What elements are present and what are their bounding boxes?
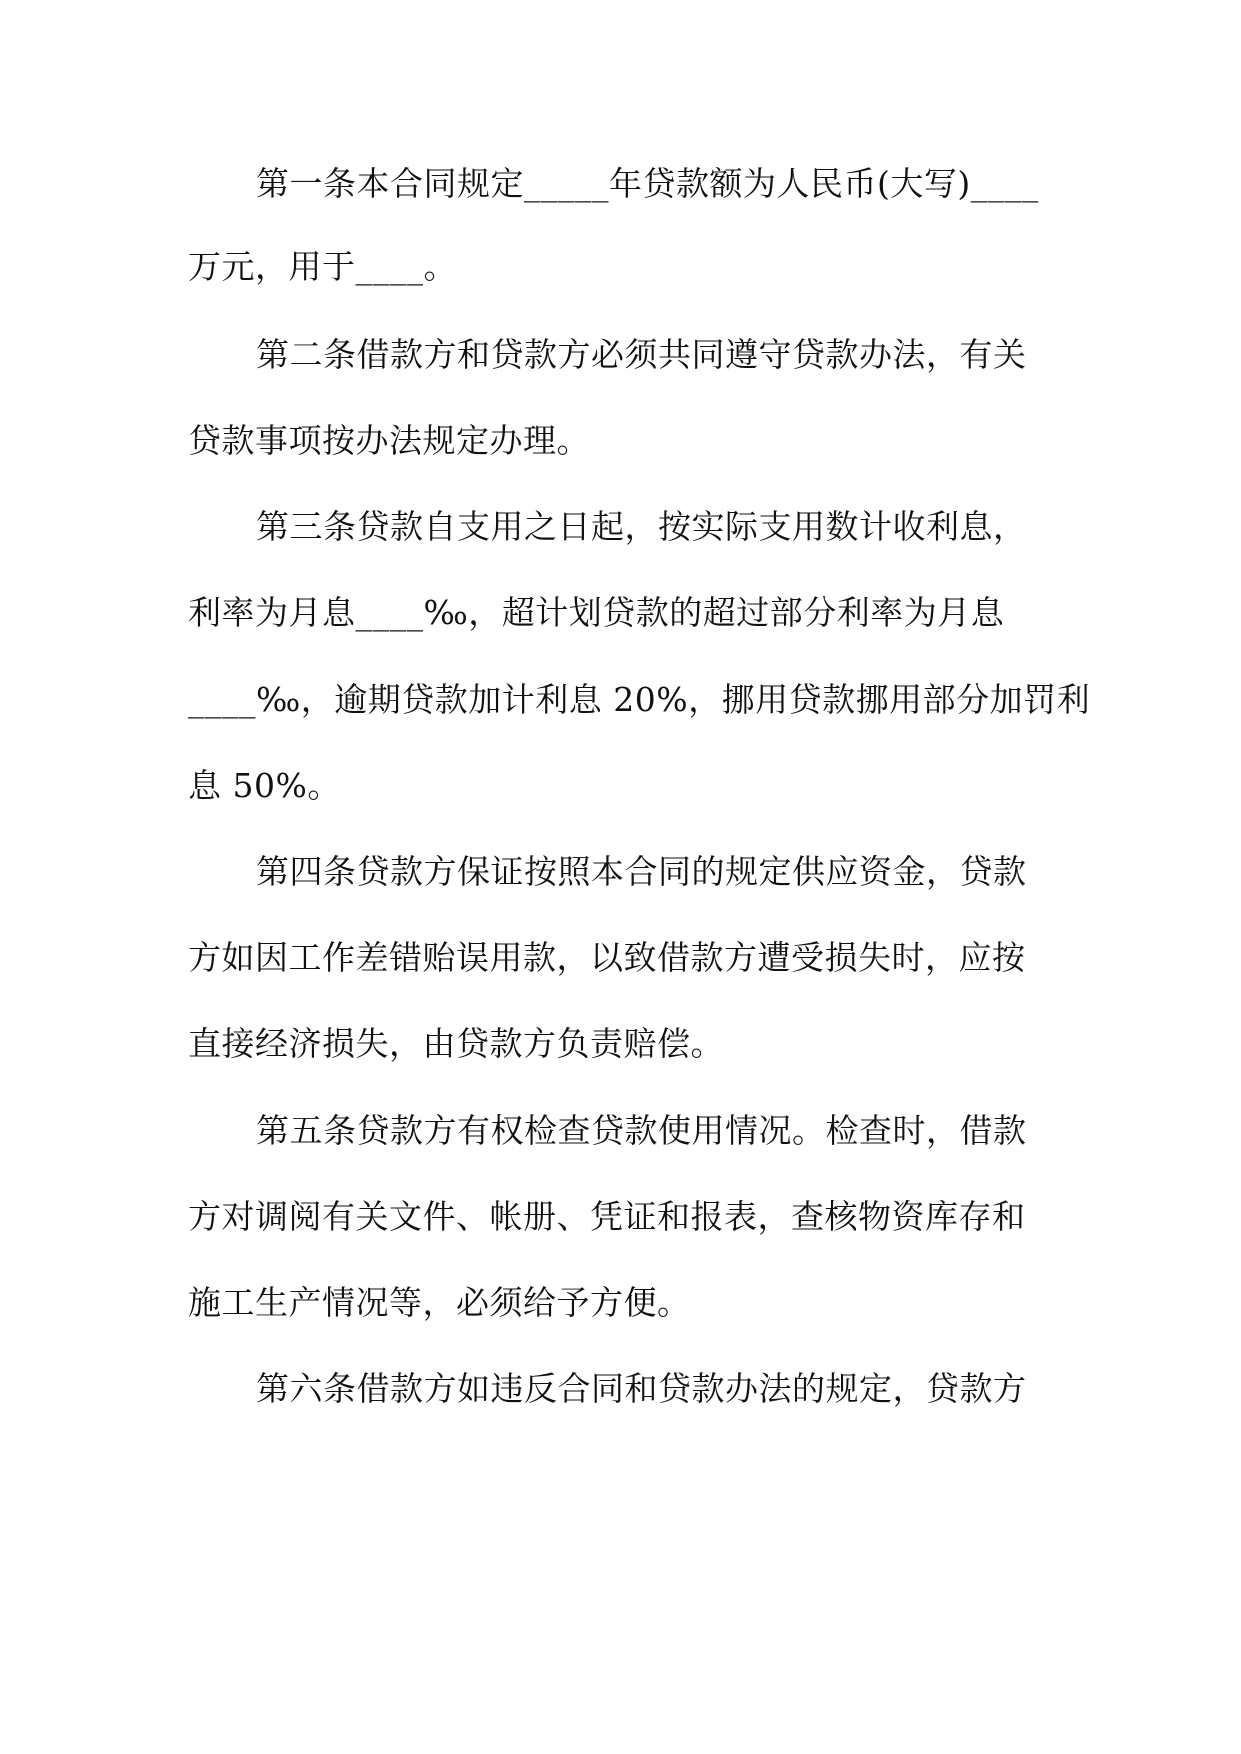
article-2-line-2: 贷款事项按办法规定办理。 [188, 421, 590, 460]
article-3-line-2: 利率为月息____‰，超计划贷款的超过部分利率为月息 [188, 593, 1005, 632]
article-2-line-1: 第二条借款方和贷款方必须共同遵守贷款办法，有关 [256, 335, 1027, 374]
article-3-line-1: 第三条贷款自支用之日起，按实际支用数计收利息， [256, 507, 1027, 546]
article-4-line-2: 方如因工作差错贻误用款，以致借款方遭受损失时，应按 [188, 938, 1026, 977]
article-4-line-3: 直接经济损失，由贷款方负责赔偿。 [188, 1024, 724, 1063]
article-3-line-4: 息 50%。 [188, 766, 341, 805]
article-1-line-1: 第一条本合同规定_____年贷款额为人民币(大写)____ [256, 164, 1039, 203]
article-5-line-1: 第五条贷款方有权检查贷款使用情况。检查时，借款 [256, 1111, 1027, 1150]
article-3-line-3: ____‰，逾期贷款加计利息 20%，挪用贷款挪用部分加罚利 [188, 680, 1091, 719]
article-5-line-3: 施工生产情况等，必须给予方便。 [188, 1283, 691, 1322]
article-4-line-1: 第四条贷款方保证按照本合同的规定供应资金，贷款 [256, 852, 1027, 891]
article-1-line-2: 万元，用于____。 [188, 247, 457, 286]
article-5-line-2: 方对调阅有关文件、帐册、凭证和报表，查核物资库存和 [188, 1197, 1026, 1236]
article-6-line-1: 第六条借款方如违反合同和贷款办法的规定，贷款方 [256, 1369, 1027, 1408]
